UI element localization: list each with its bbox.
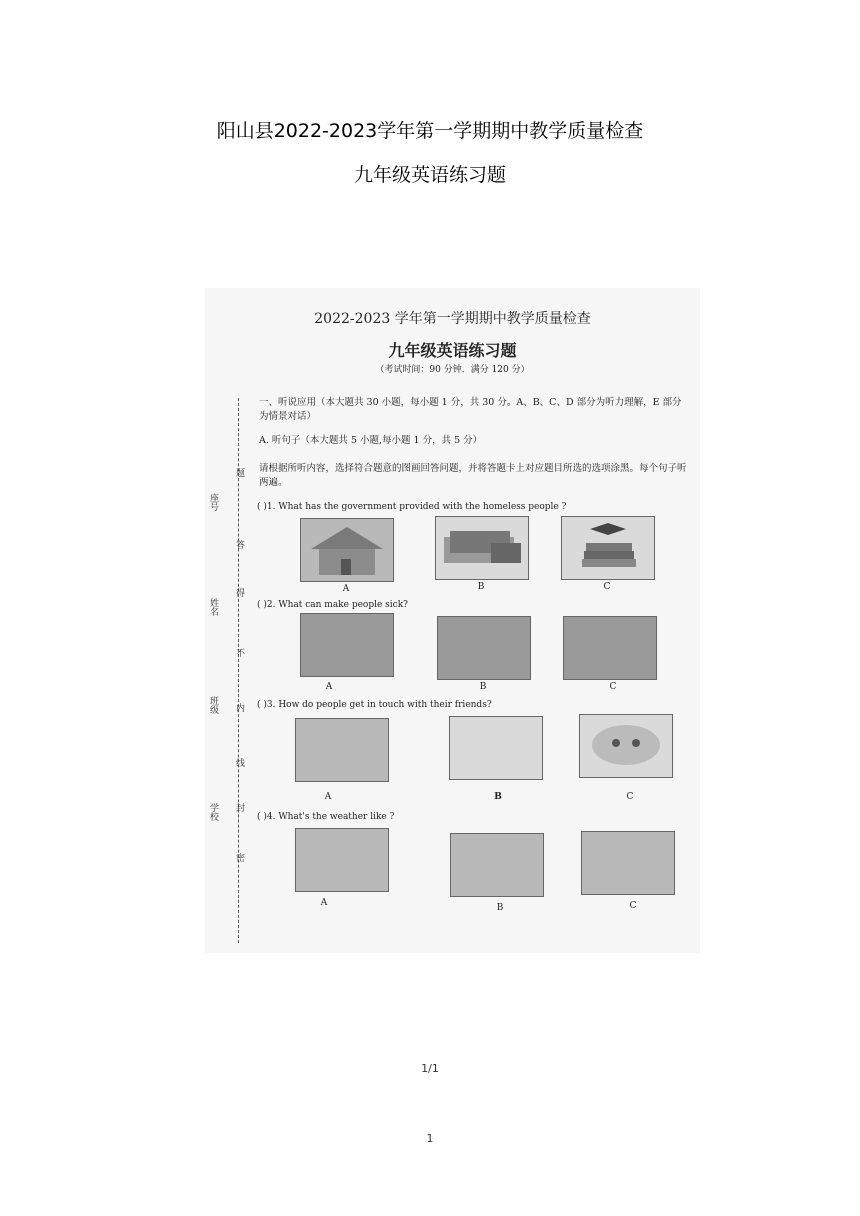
instructions: 请根据所听内容，选择符合题意的图画回答问题，并将答题卡上对应题目所选的选项涂黑。每个句子听两遍。: [259, 463, 687, 488]
q1-option-c-books-image: [561, 516, 655, 580]
scan-subtitle: 九年级英语练习题: [388, 341, 517, 360]
side-label-seat: 座号: [208, 493, 218, 511]
q1-option-a-house-image: [300, 518, 394, 582]
question-3: ( )3. How do people get in touch with their friends?: [257, 700, 492, 710]
seal-char-5: 内: [234, 703, 244, 712]
q1-option-b-money-image: [435, 516, 529, 580]
q4-option-c-rain-image: [581, 831, 675, 895]
q1-label-b: B: [477, 582, 485, 592]
q3-label-b: B: [494, 792, 502, 802]
seal-char-7: 封: [234, 803, 244, 812]
money-icon: [436, 517, 528, 579]
q4-label-c: C: [629, 901, 637, 911]
partA-heading: A. 听句子（本大题共 5 小题,每小题 1 分，共 5 分）: [259, 435, 483, 446]
seal-char-4: 不: [234, 648, 244, 657]
seal-char-8: 密: [234, 853, 244, 862]
question-2: ( )2. What can make people sick?: [257, 600, 408, 610]
section1-heading: 一、听说应用（本大题共 30 小题，每小题 1 分，共 30 分。A、B、C、D 部分为听力理解，E 部分为情景对话）: [259, 397, 682, 422]
q2-label-b: B: [479, 682, 487, 692]
q4-option-b-fog-image: [450, 833, 544, 897]
house-icon: [301, 519, 393, 581]
q2-label-c: C: [609, 682, 617, 692]
side-label-name: 姓名: [208, 598, 218, 616]
page-number: 1: [426, 1132, 434, 1145]
q2-label-a: A: [325, 682, 333, 692]
q2-option-c-water-image: [563, 616, 657, 680]
chat-bubble-icon: [580, 715, 672, 777]
scan-page-indicator: 1/1: [421, 1062, 439, 1075]
side-label-school: 学校: [208, 803, 218, 821]
q3-option-c-wechat-image: [579, 714, 673, 778]
seal-char-3: 得: [234, 588, 244, 597]
q2-option-b-germs-image: [437, 616, 531, 680]
q4-label-b: B: [496, 903, 504, 913]
seal-char-1: 题: [234, 468, 244, 477]
q3-option-a-landscape-image: [295, 718, 389, 782]
q1-label-a: A: [342, 584, 350, 594]
document-title: 阳山县2022-2023学年第一学期期中教学质量检查: [216, 120, 644, 142]
q3-option-b-letters-image: [449, 716, 543, 780]
document-subtitle: 九年级英语练习题: [353, 164, 506, 186]
exam-info: （考试时间：90 分钟．满分 120 分）: [375, 365, 530, 375]
question-4: ( )4. What's the weather like ?: [257, 812, 395, 822]
question-1: ( )1. What has the government provided with the homeless people ?: [257, 502, 567, 512]
q4-label-a: A: [320, 898, 328, 908]
scan-title: 2022-2023 学年第一学期期中教学质量检查: [314, 311, 591, 327]
seal-char-2: 答: [234, 540, 244, 549]
scanned-exam-page: [205, 288, 700, 953]
q4-option-a-sand-image: [295, 828, 389, 892]
q2-option-a-pollution-image: [300, 613, 394, 677]
q1-label-c: C: [603, 582, 611, 592]
side-label-class: 班级: [208, 696, 218, 714]
seal-char-6: 线: [234, 758, 244, 767]
q3-label-c: C: [626, 792, 634, 802]
q3-label-a: A: [324, 792, 332, 802]
graduation-books-icon: [562, 517, 654, 579]
